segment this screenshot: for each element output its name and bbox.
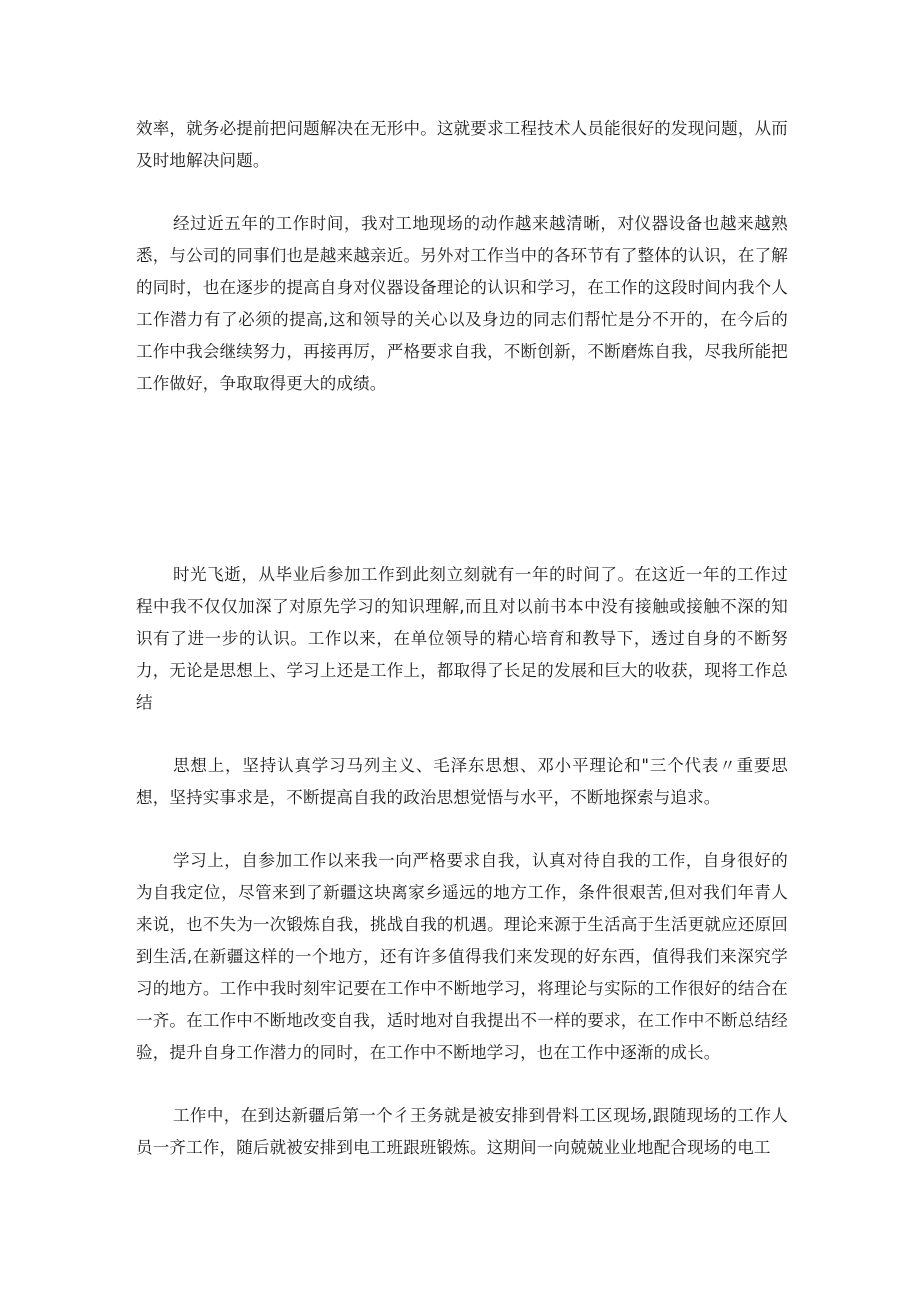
paragraph-efficiency: 效率，就务必提前把问题解决在无形中。这就要求工程技术人员能很好的发现问题，从而及时地解决问题。 [136, 119, 788, 170]
paragraph-ideology: 思想上，坚持认真学习马列主义、毛泽东思想、邓小平理论和"三个代表〃重要思想，坚持实事求是，不断提高自我的政治思想觉悟与水平，不断地探索与追求。 [136, 756, 788, 807]
paragraph-five-years-work: 经过近五年的工作时间，我对工地现场的动作越来越清晰，对仪器设备也越来越熟悉，与公司的同事们也是越来越亲近。另外对工作当中的各环节有了整体的认识，在了解的同时，也在逐步的提高自身对仪器设备理论的认识和学习，在工作的这段时间内我个人工作潜力有了必须的提高,这和领导的关心以及身边的同志们帮忙是分不开的，在今后的工作中我会继续努力，再接再厉，严格要求自我，不断创新，不断磨炼自我，尽我所能把工作做好，争取取得更大的成绩。 [136, 214, 788, 393]
paragraph-one-year-summary: 时光飞逝，从毕业后参加工作到此刻立刻就有一年的时间了。在这近一年的工作过程中我不仅仅加深了对原先学习的知识理解,而且对以前书本中没有接触或接触不深的知识有了进一步的认识。工作以来，在单位领导的精心培育和教导下，透过自身的不断努力，无论是思想上、学习上还是工作上，都取得了长足的发展和巨大的收获，现将工作总结 [136, 565, 788, 712]
paragraph-study: 学习上，自参加工作以来我一向严格要求自我，认真对待自我的工作，自身很好的为自我定位，尽管来到了新疆这块离家乡遥远的地方工作，条件很艰苦,但对我们年青人来说，也不失为一次锻炼自我，挑战自我的机遇。理论来源于生活高于生活更就应还原回到生活,在新疆这样的一个地方，还有许多值得我们来发现的好东西，值得我们来深究学习的地方。工作中我时刻牢记要在工作中不断地学习，将理论与实际的工作很好的结合在一齐。在工作中不断地改变自我，适时地对自我提出不一样的要求，在工作中不断总结经验，提升自身工作潜力的同时，在工作中不断地学习，也在工作中逐渐的成长。 [136, 851, 788, 1062]
paragraph-work: 工作中，在到达新疆后第一个彳王务就是被安排到骨料工区现场,跟随现场的工作人员一齐工作，随后就被安排到电工班跟班锻炼。这期间一向兢兢业业地配合现场的电工 [136, 1106, 788, 1157]
